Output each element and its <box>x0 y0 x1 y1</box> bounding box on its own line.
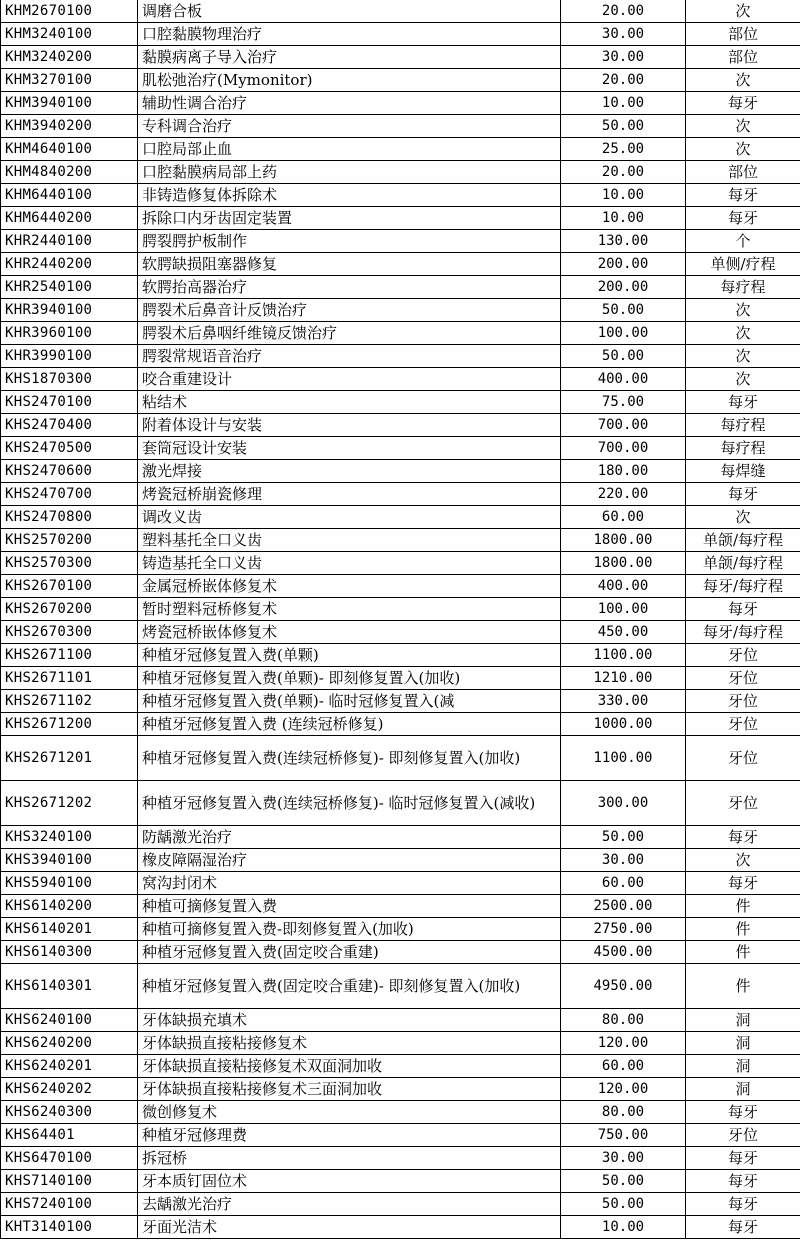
item-unit: 个 <box>686 230 800 253</box>
item-unit: 牙位 <box>686 1124 800 1147</box>
item-price: 2750.00 <box>561 918 686 941</box>
table-row <box>1 1009 800 1032</box>
item-code: KHS6140200 <box>1 895 138 918</box>
item-name: 铸造基托全口义齿 <box>138 552 561 575</box>
item-name: 牙面光洁术 <box>138 1216 561 1239</box>
item-unit: 次 <box>686 849 800 872</box>
item-unit: 每牙 <box>686 872 800 895</box>
item-code: KHS2670100 <box>1 575 138 598</box>
item-name: 种植牙冠修理费 <box>138 1124 561 1147</box>
item-price: 220.00 <box>561 483 686 506</box>
table-row <box>1 1101 800 1124</box>
item-unit: 每牙 <box>686 184 800 207</box>
table-row <box>1 918 800 941</box>
table-row <box>1 644 800 667</box>
item-name: 橡皮障隔湿治疗 <box>138 849 561 872</box>
item-code: KHS6470100 <box>1 1147 138 1170</box>
table-row <box>1 1032 800 1055</box>
item-code: KHS6240200 <box>1 1032 138 1055</box>
item-price: 1100.00 <box>561 644 686 667</box>
item-name: 辅助性调合治疗 <box>138 92 561 115</box>
table-row <box>1 184 800 207</box>
item-name: 激光焊接 <box>138 460 561 483</box>
item-unit: 部位 <box>686 161 800 184</box>
item-code: KHS6240100 <box>1 1009 138 1032</box>
item-price: 60.00 <box>561 506 686 529</box>
item-price: 100.00 <box>561 322 686 345</box>
item-code: KHS2670300 <box>1 621 138 644</box>
item-name: 专科调合治疗 <box>138 115 561 138</box>
item-price: 50.00 <box>561 115 686 138</box>
item-code: KHS2671202 <box>1 781 138 826</box>
item-code: KHS3940100 <box>1 849 138 872</box>
item-name: 咬合重建设计 <box>138 368 561 391</box>
item-code: KHS2570200 <box>1 529 138 552</box>
item-unit: 每疗程 <box>686 437 800 460</box>
item-code: KHM3940200 <box>1 115 138 138</box>
item-name: 微创修复术 <box>138 1101 561 1124</box>
table-row <box>1 460 800 483</box>
item-code: KHR3990100 <box>1 345 138 368</box>
item-price: 30.00 <box>561 849 686 872</box>
item-price: 10.00 <box>561 207 686 230</box>
table-row <box>1 872 800 895</box>
item-price: 130.00 <box>561 230 686 253</box>
table-row <box>1 115 800 138</box>
table-row <box>1 0 800 23</box>
item-unit: 每牙 <box>686 92 800 115</box>
item-unit: 次 <box>686 345 800 368</box>
item-code: KHM3940100 <box>1 92 138 115</box>
item-price: 30.00 <box>561 1147 686 1170</box>
item-code: KHR2440200 <box>1 253 138 276</box>
item-name: 种植牙冠修复置入费(固定咬合重建)- 即刻修复置入(加收) <box>138 964 561 1009</box>
table-row <box>1 391 800 414</box>
item-name: 牙本质钉固位术 <box>138 1170 561 1193</box>
item-code: KHM2670100 <box>1 0 138 23</box>
item-price: 10.00 <box>561 1216 686 1239</box>
item-name: 腭裂术后鼻咽纤维镜反馈治疗 <box>138 322 561 345</box>
item-name: 种植牙冠修复置入费(单颗)- 即刻修复置入(加收) <box>138 667 561 690</box>
item-name: 牙体缺损直接粘接修复术 <box>138 1032 561 1055</box>
item-code: KHS2670200 <box>1 598 138 621</box>
item-code: KHS2671200 <box>1 713 138 736</box>
item-code: KHS2470800 <box>1 506 138 529</box>
table-row <box>1 941 800 964</box>
item-code: KHS1870300 <box>1 368 138 391</box>
item-unit: 每牙 <box>686 1170 800 1193</box>
item-name: 牙体缺损直接粘接修复术双面洞加收 <box>138 1055 561 1078</box>
fee-table-body <box>1 0 800 1239</box>
item-name: 牙体缺损充填术 <box>138 1009 561 1032</box>
item-price: 4500.00 <box>561 941 686 964</box>
item-unit: 件 <box>686 918 800 941</box>
item-unit: 件 <box>686 941 800 964</box>
item-unit: 洞 <box>686 1055 800 1078</box>
item-unit: 牙位 <box>686 667 800 690</box>
item-unit: 每牙/每疗程 <box>686 621 800 644</box>
table-row <box>1 713 800 736</box>
item-code: KHS7140100 <box>1 1170 138 1193</box>
item-unit: 每牙 <box>686 1193 800 1216</box>
table-row <box>1 964 800 1009</box>
item-name: 种植可摘修复置入费 <box>138 895 561 918</box>
item-unit: 每牙 <box>686 1101 800 1124</box>
item-name: 牙体缺损直接粘接修复术三面洞加收 <box>138 1078 561 1101</box>
item-code: KHS6140201 <box>1 918 138 941</box>
table-row <box>1 253 800 276</box>
table-row <box>1 895 800 918</box>
item-unit: 单颌/每疗程 <box>686 529 800 552</box>
item-code: KHS5940100 <box>1 872 138 895</box>
item-price: 120.00 <box>561 1078 686 1101</box>
item-unit: 每疗程 <box>686 276 800 299</box>
table-row <box>1 552 800 575</box>
table-row <box>1 483 800 506</box>
item-code: KHS2470100 <box>1 391 138 414</box>
item-price: 2500.00 <box>561 895 686 918</box>
item-price: 400.00 <box>561 368 686 391</box>
item-name: 种植牙冠修复置入费 (连续冠桥修复) <box>138 713 561 736</box>
item-price: 20.00 <box>561 0 686 23</box>
item-code: KHM4640100 <box>1 138 138 161</box>
item-code: KHR2440100 <box>1 230 138 253</box>
item-name: 口腔局部止血 <box>138 138 561 161</box>
item-name: 塑料基托全口义齿 <box>138 529 561 552</box>
item-code: KHS2671201 <box>1 736 138 781</box>
table-row <box>1 207 800 230</box>
item-name: 种植牙冠修复置入费(连续冠桥修复)- 临时冠修复置入(减收) <box>138 781 561 826</box>
item-unit: 每牙 <box>686 598 800 621</box>
table-row <box>1 299 800 322</box>
item-price: 60.00 <box>561 1055 686 1078</box>
item-name: 腭裂术后鼻音计反馈治疗 <box>138 299 561 322</box>
item-name: 烤瓷冠桥嵌体修复术 <box>138 621 561 644</box>
item-price: 1800.00 <box>561 552 686 575</box>
item-price: 200.00 <box>561 253 686 276</box>
item-code: KHR3960100 <box>1 322 138 345</box>
item-name: 腭裂常规语音治疗 <box>138 345 561 368</box>
item-unit: 单侧/疗程 <box>686 253 800 276</box>
item-price: 80.00 <box>561 1009 686 1032</box>
item-price: 20.00 <box>561 69 686 92</box>
item-price: 30.00 <box>561 23 686 46</box>
item-code: KHS64401 <box>1 1124 138 1147</box>
table-row <box>1 138 800 161</box>
table-row <box>1 598 800 621</box>
item-price: 700.00 <box>561 414 686 437</box>
item-unit: 每牙 <box>686 391 800 414</box>
item-name: 种植牙冠修复置入费(连续冠桥修复)- 即刻修复置入(加收) <box>138 736 561 781</box>
item-code: KHM3240100 <box>1 23 138 46</box>
item-unit: 部位 <box>686 23 800 46</box>
item-unit: 次 <box>686 322 800 345</box>
table-row <box>1 826 800 849</box>
table-row <box>1 736 800 781</box>
table-row <box>1 69 800 92</box>
table-row <box>1 1216 800 1239</box>
item-code: KHS6140300 <box>1 941 138 964</box>
item-price: 50.00 <box>561 299 686 322</box>
item-unit: 每牙 <box>686 826 800 849</box>
table-row <box>1 322 800 345</box>
item-unit: 单颌/每疗程 <box>686 552 800 575</box>
item-unit: 牙位 <box>686 713 800 736</box>
table-row <box>1 1147 800 1170</box>
item-unit: 次 <box>686 115 800 138</box>
item-price: 50.00 <box>561 826 686 849</box>
item-price: 400.00 <box>561 575 686 598</box>
item-unit: 次 <box>686 0 800 23</box>
table-row <box>1 437 800 460</box>
item-code: KHR2540100 <box>1 276 138 299</box>
item-unit: 每牙/每疗程 <box>686 575 800 598</box>
item-code: KHS2671100 <box>1 644 138 667</box>
item-code: KHS7240100 <box>1 1193 138 1216</box>
item-unit: 部位 <box>686 46 800 69</box>
item-price: 50.00 <box>561 1170 686 1193</box>
table-row <box>1 781 800 826</box>
table-row <box>1 23 800 46</box>
item-unit: 洞 <box>686 1009 800 1032</box>
item-name: 附着体设计与安装 <box>138 414 561 437</box>
item-price: 50.00 <box>561 1193 686 1216</box>
item-name: 防龋激光治疗 <box>138 826 561 849</box>
item-price: 1800.00 <box>561 529 686 552</box>
table-row <box>1 414 800 437</box>
table-row <box>1 1170 800 1193</box>
item-price: 60.00 <box>561 872 686 895</box>
item-unit: 件 <box>686 895 800 918</box>
item-code: KHS2470500 <box>1 437 138 460</box>
item-name: 种植牙冠修复置入费(单颗)- 临时冠修复置入(减 <box>138 690 561 713</box>
item-name: 调改义齿 <box>138 506 561 529</box>
item-code: KHS2671102 <box>1 690 138 713</box>
item-price: 180.00 <box>561 460 686 483</box>
item-name: 暂时塑料冠桥修复术 <box>138 598 561 621</box>
table-row <box>1 1055 800 1078</box>
item-name: 种植牙冠修复置入费(单颗) <box>138 644 561 667</box>
table-row <box>1 46 800 69</box>
table-row <box>1 690 800 713</box>
item-price: 1210.00 <box>561 667 686 690</box>
item-name: 套筒冠设计安装 <box>138 437 561 460</box>
item-name: 拆除口内牙齿固定装置 <box>138 207 561 230</box>
table-row <box>1 161 800 184</box>
item-code: KHM3240200 <box>1 46 138 69</box>
item-code: KHM4840200 <box>1 161 138 184</box>
item-code: KHS2671101 <box>1 667 138 690</box>
table-row <box>1 230 800 253</box>
item-unit: 次 <box>686 299 800 322</box>
table-row <box>1 1078 800 1101</box>
item-name: 非铸造修复体拆除术 <box>138 184 561 207</box>
item-unit: 每牙 <box>686 1147 800 1170</box>
item-name: 口腔黏膜病局部上药 <box>138 161 561 184</box>
item-code: KHS3240100 <box>1 826 138 849</box>
item-code: KHS2470600 <box>1 460 138 483</box>
item-price: 50.00 <box>561 345 686 368</box>
item-name: 粘结术 <box>138 391 561 414</box>
item-name: 种植牙冠修复置入费(固定咬合重建) <box>138 941 561 964</box>
item-code: KHS6240201 <box>1 1055 138 1078</box>
item-unit: 牙位 <box>686 644 800 667</box>
item-name: 口腔黏膜物理治疗 <box>138 23 561 46</box>
item-unit: 每焊缝 <box>686 460 800 483</box>
item-name: 去龋激光治疗 <box>138 1193 561 1216</box>
item-unit: 每牙 <box>686 1216 800 1239</box>
table-row <box>1 92 800 115</box>
table-row <box>1 849 800 872</box>
item-unit: 次 <box>686 69 800 92</box>
item-code: KHM6440200 <box>1 207 138 230</box>
item-price: 75.00 <box>561 391 686 414</box>
item-price: 10.00 <box>561 184 686 207</box>
item-price: 120.00 <box>561 1032 686 1055</box>
item-price: 80.00 <box>561 1101 686 1124</box>
item-name: 软腭抬高器治疗 <box>138 276 561 299</box>
item-price: 700.00 <box>561 437 686 460</box>
item-unit: 次 <box>686 506 800 529</box>
item-code: KHS2470400 <box>1 414 138 437</box>
item-unit: 洞 <box>686 1078 800 1101</box>
item-unit: 洞 <box>686 1032 800 1055</box>
item-code: KHM3270100 <box>1 69 138 92</box>
item-unit: 次 <box>686 138 800 161</box>
table-row <box>1 529 800 552</box>
table-row <box>1 506 800 529</box>
item-unit: 次 <box>686 368 800 391</box>
item-unit: 牙位 <box>686 781 800 826</box>
item-unit: 件 <box>686 964 800 1009</box>
item-code: KHS2570300 <box>1 552 138 575</box>
table-row <box>1 667 800 690</box>
table-row <box>1 621 800 644</box>
item-unit: 牙位 <box>686 690 800 713</box>
item-price: 10.00 <box>561 92 686 115</box>
table-row <box>1 575 800 598</box>
item-code: KHS2470700 <box>1 483 138 506</box>
table-row <box>1 1193 800 1216</box>
item-unit: 牙位 <box>686 736 800 781</box>
item-price: 25.00 <box>561 138 686 161</box>
item-name: 种植可摘修复置入费-即刻修复置入(加收) <box>138 918 561 941</box>
item-name: 软腭缺损阻塞器修复 <box>138 253 561 276</box>
item-name: 拆冠桥 <box>138 1147 561 1170</box>
item-name: 窝沟封闭术 <box>138 872 561 895</box>
table-row <box>1 1124 800 1147</box>
item-price: 750.00 <box>561 1124 686 1147</box>
item-price: 4950.00 <box>561 964 686 1009</box>
item-code: KHT3140100 <box>1 1216 138 1239</box>
table-row <box>1 345 800 368</box>
item-code: KHS6240202 <box>1 1078 138 1101</box>
item-name: 烤瓷冠桥崩瓷修理 <box>138 483 561 506</box>
item-price: 30.00 <box>561 46 686 69</box>
item-name: 肌松弛治疗(Mymonitor) <box>138 69 561 92</box>
item-price: 200.00 <box>561 276 686 299</box>
item-code: KHS6240300 <box>1 1101 138 1124</box>
item-price: 330.00 <box>561 690 686 713</box>
item-code: KHS6140301 <box>1 964 138 1009</box>
item-price: 450.00 <box>561 621 686 644</box>
item-name: 金属冠桥嵌体修复术 <box>138 575 561 598</box>
item-name: 黏膜病离子导入治疗 <box>138 46 561 69</box>
table-row <box>1 276 800 299</box>
item-price: 1000.00 <box>561 713 686 736</box>
item-unit: 每疗程 <box>686 414 800 437</box>
item-unit: 每牙 <box>686 207 800 230</box>
item-price: 300.00 <box>561 781 686 826</box>
item-code: KHR3940100 <box>1 299 138 322</box>
item-code: KHM6440100 <box>1 184 138 207</box>
table-row <box>1 368 800 391</box>
item-name: 调磨合板 <box>138 0 561 23</box>
item-price: 20.00 <box>561 161 686 184</box>
item-price: 1100.00 <box>561 736 686 781</box>
item-name: 腭裂腭护板制作 <box>138 230 561 253</box>
item-price: 100.00 <box>561 598 686 621</box>
item-unit: 每牙 <box>686 483 800 506</box>
